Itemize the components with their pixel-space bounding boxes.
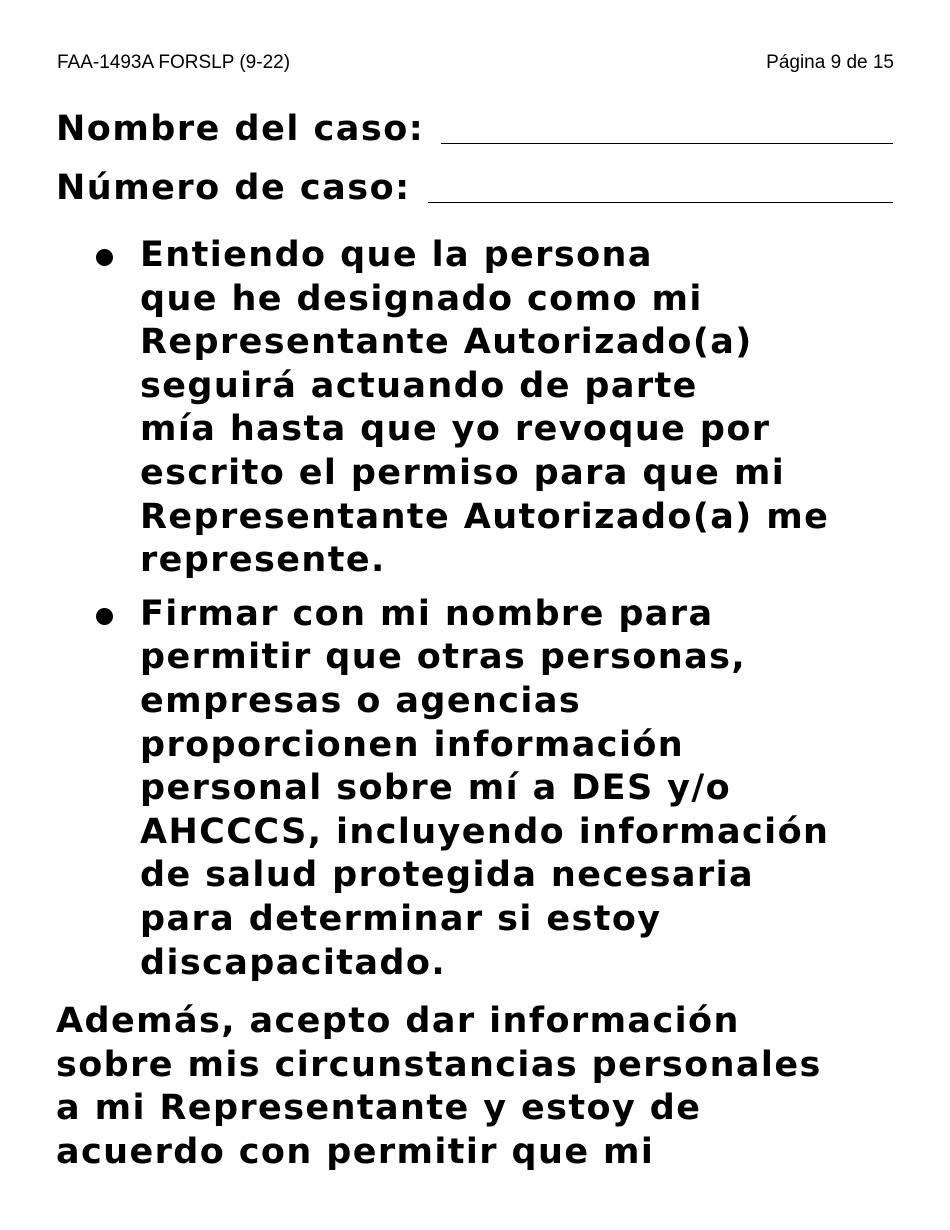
text-line: de salud protegida necesaria bbox=[140, 855, 754, 896]
list-item bbox=[96, 234, 886, 583]
text-line: acuerdo con permitir que mi bbox=[56, 1131, 655, 1172]
text-line: para determinar si estoy bbox=[140, 898, 662, 939]
text-line: Entiendo que la persona bbox=[140, 235, 653, 275]
bullet-icon bbox=[96, 249, 113, 266]
text-line: seguirá actuando de parte bbox=[140, 365, 698, 406]
case-number-field[interactable] bbox=[428, 201, 893, 203]
form-id: FAA-1493A FORSLP (9-22) bbox=[57, 52, 291, 73]
bullet-list bbox=[96, 234, 886, 995]
bullet-text bbox=[140, 234, 886, 583]
closing-paragraph bbox=[56, 1000, 896, 1174]
case-number-row bbox=[56, 167, 893, 209]
bullet-icon bbox=[96, 608, 113, 625]
text-line: AHCCCS, incluyendo información bbox=[140, 811, 830, 852]
text-line: sobre mis circunstancias personales bbox=[56, 1044, 822, 1085]
text-line: Representante Autorizado(a) me bbox=[140, 496, 830, 537]
text-line: Además, acepto dar información bbox=[56, 1001, 740, 1041]
page-header bbox=[57, 52, 894, 76]
text-line: mía hasta que yo revoque por bbox=[140, 409, 771, 450]
text-line: personal sobre mí a DES y/o bbox=[140, 768, 732, 809]
list-item bbox=[96, 593, 886, 985]
text-line: Firmar con mi nombre para bbox=[140, 593, 714, 634]
text-line: que he designado como mi bbox=[140, 278, 703, 319]
case-name-field[interactable] bbox=[441, 142, 893, 144]
text-line: represente. bbox=[140, 540, 386, 581]
text-line: Representante Autorizado(a) bbox=[140, 322, 753, 363]
text-line: a mi Representante y estoy de bbox=[56, 1088, 702, 1129]
page-number: Página 9 de 15 bbox=[766, 52, 894, 73]
text-line: proporcionen información bbox=[140, 724, 685, 765]
text-line: discapacitado. bbox=[140, 942, 447, 983]
text-line: escrito el permiso para que mi bbox=[140, 452, 786, 493]
bullet-text bbox=[140, 593, 886, 985]
case-name-label: Nombre del caso: bbox=[56, 109, 425, 149]
case-number-label: Número de caso: bbox=[56, 168, 411, 208]
text-line: empresas o agencias bbox=[140, 680, 582, 721]
text-line: permitir que otras personas, bbox=[140, 637, 747, 678]
case-name-row bbox=[56, 108, 893, 150]
